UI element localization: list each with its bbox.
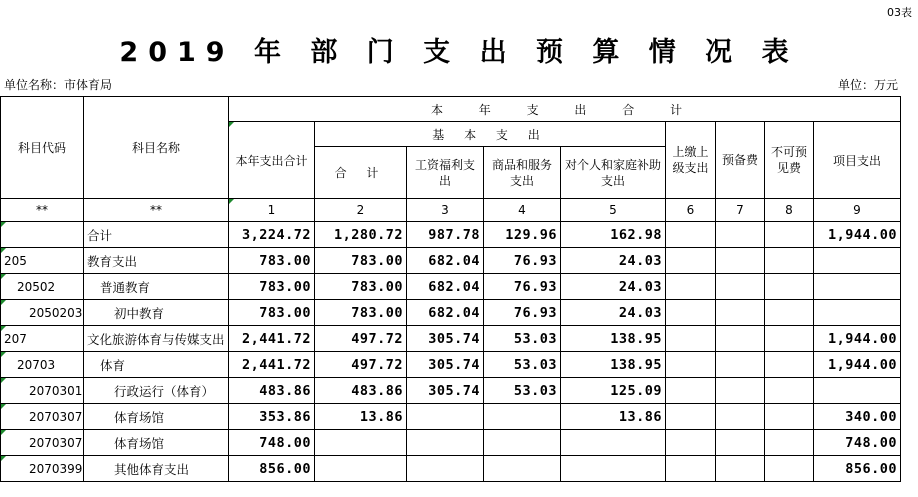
- amount-cell: [765, 352, 814, 378]
- amount-cell: [765, 326, 814, 352]
- amount-cell: [716, 404, 765, 430]
- index-cell: 6: [666, 199, 716, 222]
- amount-cell: 76.93: [484, 274, 561, 300]
- header-goods: 商品和服务支出: [484, 147, 561, 199]
- header-personal: 对个人和家庭补助支出: [561, 147, 666, 199]
- table-number: 03表: [887, 6, 912, 19]
- amount-cell: 748.00: [814, 430, 901, 456]
- amount-cell: 138.95: [561, 352, 666, 378]
- amount-cell: [765, 430, 814, 456]
- amount-cell: [765, 274, 814, 300]
- amount-cell: 353.86: [229, 404, 315, 430]
- amount-cell: 783.00: [229, 300, 315, 326]
- amount-cell: 682.04: [407, 300, 484, 326]
- amount-cell: [814, 300, 901, 326]
- subject-name-cell: 教育支出: [84, 248, 229, 274]
- amount-cell: 53.03: [484, 326, 561, 352]
- subject-name-cell: 行政运行（体育）: [84, 378, 229, 404]
- index-cell: 5: [561, 199, 666, 222]
- header-year-total-group: 本 年 支 出 合 计: [229, 97, 901, 122]
- subject-name-cell: 其他体育支出: [84, 456, 229, 482]
- amount-cell: [407, 404, 484, 430]
- amount-cell: [666, 378, 716, 404]
- table-row: [1, 326, 901, 352]
- table-row: [1, 430, 901, 456]
- amount-cell: 3,224.72: [229, 222, 315, 248]
- amount-cell: 129.96: [484, 222, 561, 248]
- amount-cell: [666, 456, 716, 482]
- subject-name-cell: 初中教育: [84, 300, 229, 326]
- amount-cell: [666, 248, 716, 274]
- subject-code-cell: 2070301: [1, 378, 84, 404]
- amount-cell: [716, 326, 765, 352]
- amount-cell: [765, 300, 814, 326]
- amount-cell: [484, 404, 561, 430]
- table-row: [1, 300, 901, 326]
- header-project: 项目支出: [814, 122, 901, 199]
- amount-cell: [765, 404, 814, 430]
- amount-cell: 13.86: [315, 404, 407, 430]
- subject-name-cell: 体育场馆: [84, 430, 229, 456]
- amount-cell: 53.03: [484, 352, 561, 378]
- header-unforeseen: 不可预见费: [765, 122, 814, 199]
- amount-cell: [666, 404, 716, 430]
- amount-cell: [765, 456, 814, 482]
- amount-cell: [765, 248, 814, 274]
- header-name: 科目名称: [84, 97, 229, 199]
- amount-cell: 1,944.00: [814, 222, 901, 248]
- index-cell: 8: [765, 199, 814, 222]
- amount-cell: [716, 222, 765, 248]
- index-cell: 1: [229, 199, 315, 222]
- amount-cell: 340.00: [814, 404, 901, 430]
- amount-cell: 483.86: [315, 378, 407, 404]
- amount-cell: 1,280.72: [315, 222, 407, 248]
- amount-cell: 24.03: [561, 300, 666, 326]
- amount-cell: 856.00: [814, 456, 901, 482]
- amount-cell: [765, 378, 814, 404]
- index-cell: 4: [484, 199, 561, 222]
- index-row: [1, 199, 901, 222]
- amount-cell: [814, 248, 901, 274]
- amount-cell: [666, 274, 716, 300]
- index-cell: 7: [716, 199, 765, 222]
- table-row: [1, 378, 901, 404]
- index-cell: 2: [315, 199, 407, 222]
- amount-cell: [814, 274, 901, 300]
- table-row: [1, 248, 901, 274]
- index-cell: 9: [814, 199, 901, 222]
- amount-cell: 987.78: [407, 222, 484, 248]
- header-year-total: 本年支出合计: [229, 122, 315, 199]
- amount-cell: 682.04: [407, 274, 484, 300]
- table-row: [1, 456, 901, 482]
- amount-cell: [407, 456, 484, 482]
- amount-cell: [561, 430, 666, 456]
- amount-cell: 783.00: [315, 274, 407, 300]
- amount-cell: [315, 430, 407, 456]
- subject-code-cell: [1, 222, 84, 248]
- amount-cell: 497.72: [315, 326, 407, 352]
- unit-name-label: 单位名称：市体育局: [4, 78, 113, 92]
- amount-cell: 783.00: [315, 300, 407, 326]
- amount-cell: [315, 456, 407, 482]
- amount-cell: 162.98: [561, 222, 666, 248]
- table-body: [1, 222, 901, 482]
- amount-cell: [716, 430, 765, 456]
- header-upper: 上缴上级支出: [666, 122, 716, 199]
- amount-cell: [814, 378, 901, 404]
- subject-name-cell: 普通教育: [84, 274, 229, 300]
- amount-cell: [666, 222, 716, 248]
- header-wages: 工资福利支出: [407, 147, 484, 199]
- subject-code-cell: 2050203: [1, 300, 84, 326]
- amount-cell: 13.86: [561, 404, 666, 430]
- amount-cell: [484, 456, 561, 482]
- amount-cell: [716, 456, 765, 482]
- subject-code-cell: 20703: [1, 352, 84, 378]
- amount-cell: 2,441.72: [229, 326, 315, 352]
- amount-cell: [666, 326, 716, 352]
- amount-cell: 682.04: [407, 248, 484, 274]
- amount-cell: [666, 430, 716, 456]
- amount-cell: [716, 248, 765, 274]
- amount-cell: 125.09: [561, 378, 666, 404]
- page-title: 2019 年 部 门 支 出 预 算 情 况 表: [119, 37, 799, 68]
- amount-cell: 305.74: [407, 326, 484, 352]
- subject-code-cell: 205: [1, 248, 84, 274]
- amount-cell: [716, 378, 765, 404]
- index-cell: 3: [407, 199, 484, 222]
- table-row: [1, 404, 901, 430]
- amount-cell: [716, 274, 765, 300]
- amount-cell: [484, 430, 561, 456]
- amount-cell: 1,944.00: [814, 326, 901, 352]
- amount-cell: 53.03: [484, 378, 561, 404]
- amount-cell: 305.74: [407, 378, 484, 404]
- amount-cell: 76.93: [484, 248, 561, 274]
- table-row: [1, 352, 901, 378]
- amount-cell: 483.86: [229, 378, 315, 404]
- subject-code-cell: 207: [1, 326, 84, 352]
- subject-name-cell: 文化旅游体育与传媒支出: [84, 326, 229, 352]
- amount-cell: 783.00: [229, 274, 315, 300]
- header-code: 科目代码: [1, 97, 84, 199]
- amount-cell: 783.00: [315, 248, 407, 274]
- subject-code-cell: 2070307: [1, 404, 84, 430]
- subject-name-cell: 合计: [84, 222, 229, 248]
- amount-cell: [716, 300, 765, 326]
- amount-cell: [666, 352, 716, 378]
- subject-code-cell: 2070399: [1, 456, 84, 482]
- amount-cell: 24.03: [561, 274, 666, 300]
- amount-cell: 305.74: [407, 352, 484, 378]
- subject-name-cell: 体育: [84, 352, 229, 378]
- amount-cell: 76.93: [484, 300, 561, 326]
- index-cell: **: [84, 199, 229, 222]
- index-cell: **: [1, 199, 84, 222]
- amount-cell: 24.03: [561, 248, 666, 274]
- amount-cell: [716, 352, 765, 378]
- subject-code-cell: 2070307: [1, 430, 84, 456]
- amount-cell: [666, 300, 716, 326]
- subject-code-cell: 20502: [1, 274, 84, 300]
- header-reserve: 预备费: [716, 122, 765, 199]
- header-sum: 合 计: [315, 147, 407, 199]
- amount-cell: [561, 456, 666, 482]
- header-basic-group: 基 本 支 出: [315, 122, 666, 147]
- amount-cell: 783.00: [229, 248, 315, 274]
- amount-cell: 1,944.00: [814, 352, 901, 378]
- amount-cell: 748.00: [229, 430, 315, 456]
- table-row: [1, 222, 901, 248]
- budget-table: [0, 96, 901, 482]
- amount-cell: [765, 222, 814, 248]
- subject-name-cell: 体育场馆: [84, 404, 229, 430]
- table-row: [1, 274, 901, 300]
- amount-cell: 2,441.72: [229, 352, 315, 378]
- unit-label: 单位：万元: [837, 78, 898, 92]
- amount-cell: [407, 430, 484, 456]
- amount-cell: 138.95: [561, 326, 666, 352]
- amount-cell: 856.00: [229, 456, 315, 482]
- amount-cell: 497.72: [315, 352, 407, 378]
